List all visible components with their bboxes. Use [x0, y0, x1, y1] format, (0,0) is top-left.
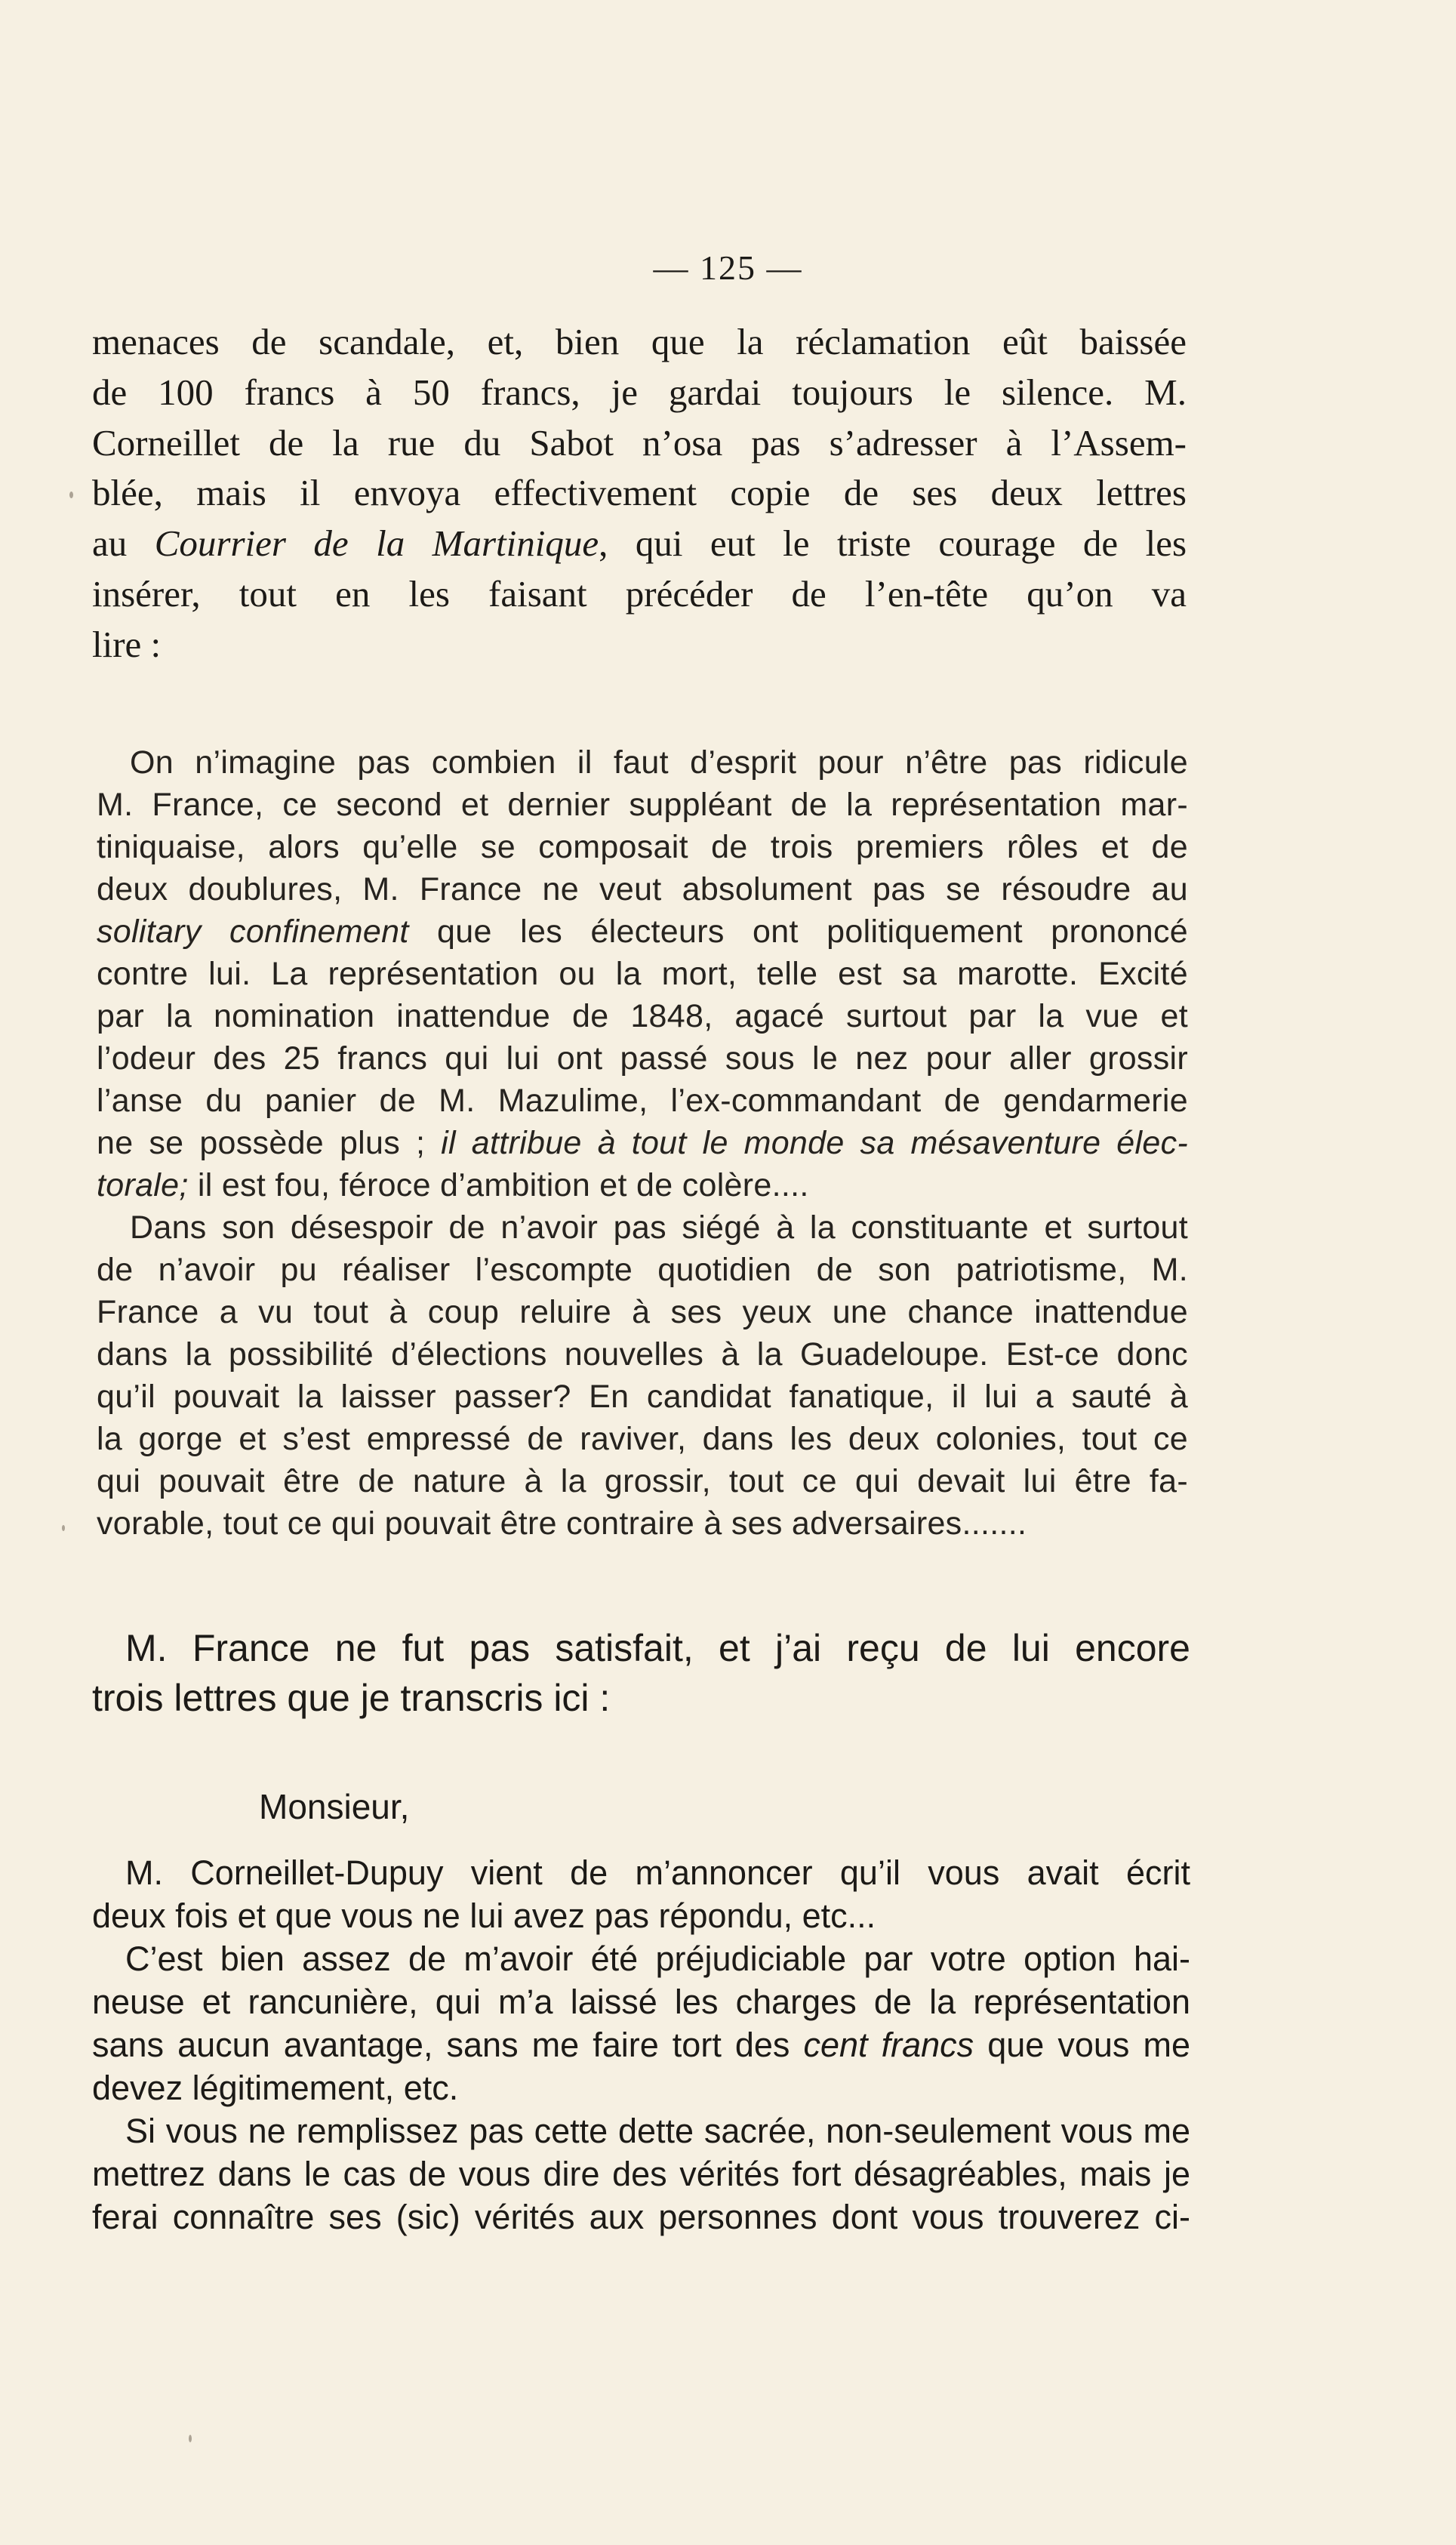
letter-line: ferai connaître ses (sic) vérités aux personnes dont vous trouverez ci- — [92, 2198, 1190, 2236]
letter-body — [92, 1851, 1190, 2238]
letter-line: devez légitimement, etc. — [92, 2069, 459, 2107]
letter-line: C’est bien assez de m’avoir été préjudiciable par votre option hai- — [125, 1940, 1190, 1978]
paragraph-line: lire : — [92, 623, 162, 665]
quote-line-with-italic: torale; il est fou, féroce d’ambition et de colère.... — [97, 1167, 809, 1203]
quote-line: vorable, tout ce qui pouvait être contraire à ses adversaires....... — [97, 1505, 1027, 1542]
quote-line-with-italic: ne se possède plus ; il attribue à tout le monde sa mésaventure élec- — [97, 1125, 1188, 1161]
quote-line: France a vu tout à coup reluire à ses yeux une chance inattendue — [97, 1294, 1188, 1330]
paper-speck — [189, 2435, 192, 2442]
quote-line-with-italic: solitary confinement que les électeurs ont politiquement prononcé — [97, 914, 1189, 950]
quote-line: dans la possibilité d’élections nouvelles à la Guadeloupe. Est-ce donc — [97, 1336, 1188, 1373]
paragraph-line: insérer, tout en les faisant précéder de l’en-tête qu’on va — [92, 572, 1187, 615]
letter-line: Si vous ne remplissez pas cette dette sacrée, non-seulement vous me — [125, 2112, 1190, 2150]
paragraph-line: blée, mais il envoya effectivement copie de ses deux lettres — [92, 472, 1187, 514]
quote-line: M. France, ce second et dernier suppléant de la représentation mar- — [97, 787, 1188, 823]
paragraph-line: M. France ne fut pas satisfait, et j’ai reçu de lui encore — [125, 1627, 1190, 1669]
quoted-newspaper-excerpt — [97, 741, 1188, 1545]
letter-line-with-italic: sans aucun avantage, sans me faire tort des cent francs que vous me — [92, 2026, 1191, 2064]
quote-line: la gorge et s’est empressé de raviver, dans les deux colonies, tout ce — [97, 1421, 1188, 1457]
letter-line: mettrez dans le cas de vous dire des vérités fort désagréables, mais je — [92, 2155, 1190, 2193]
quote-line: contre lui. La représentation ou la mort, telle est sa marotte. Excité — [97, 956, 1188, 992]
quote-line: par la nomination inattendue de 1848, agacé surtout par la vue et — [97, 998, 1188, 1034]
paper-speck — [69, 491, 73, 498]
quote-line: deux doublures, M. France ne veut absolument pas se résoudre au — [97, 871, 1188, 907]
quote-line: qu’il pouvait la laisser passer? En candidat fanatique, il lui a sauté à — [97, 1379, 1188, 1415]
paragraph-line: de 100 francs à 50 francs, je gardai toujours le silence. M. — [92, 371, 1187, 413]
page-number: — 125 — — [653, 248, 803, 287]
quote-line: l’anse du panier de M. Mazulime, l’ex-commandant de gendarmerie — [97, 1083, 1188, 1119]
quote-line: qui pouvait être de nature à la grossir, tout ce qui devait lui être fa- — [97, 1463, 1188, 1499]
letter-line: M. Corneillet-Dupuy vient de m’annoncer qu’il vous avait écrit — [125, 1853, 1190, 1892]
paper-speck — [62, 1525, 65, 1531]
paragraph-line: menaces de scandale, et, bien que la réclamation eût baissée — [92, 321, 1187, 362]
quote-line: de n’avoir pu réaliser l’escompte quotidien de son patriotisme, M. — [97, 1252, 1188, 1288]
paragraph-line: trois lettres que je transcris ici : — [92, 1677, 611, 1719]
quote-line: l’odeur des 25 francs qui lui ont passé sous le nez pour aller grossir — [97, 1040, 1188, 1077]
letter-line: neuse et rancunière, qui m’a laissé les charges de la représentation — [92, 1983, 1190, 2021]
letter-salutation: Monsieur, — [259, 1787, 410, 1826]
quote-line: tiniquaise, alors qu’elle se composait de trois premiers rôles et de — [97, 829, 1188, 865]
paragraph-line: Corneillet de la rue du Sabot n’osa pas s’adresser à l’Assem- — [92, 421, 1187, 464]
paragraph-line-with-italic: au Courrier de la Martinique, qui eut le triste courage de les — [92, 522, 1187, 565]
letter-line: deux fois et que vous ne lui avez pas répondu, etc... — [92, 1896, 876, 1935]
quote-line: On n’imagine pas combien il faut d’esprit pour n’être pas ridicule — [130, 744, 1188, 781]
paragraph-2 — [92, 1623, 1190, 1723]
quote-line: Dans son désespoir de n’avoir pas siégé à la constituante et surtout — [130, 1209, 1188, 1246]
paragraph-1 — [92, 317, 1187, 670]
